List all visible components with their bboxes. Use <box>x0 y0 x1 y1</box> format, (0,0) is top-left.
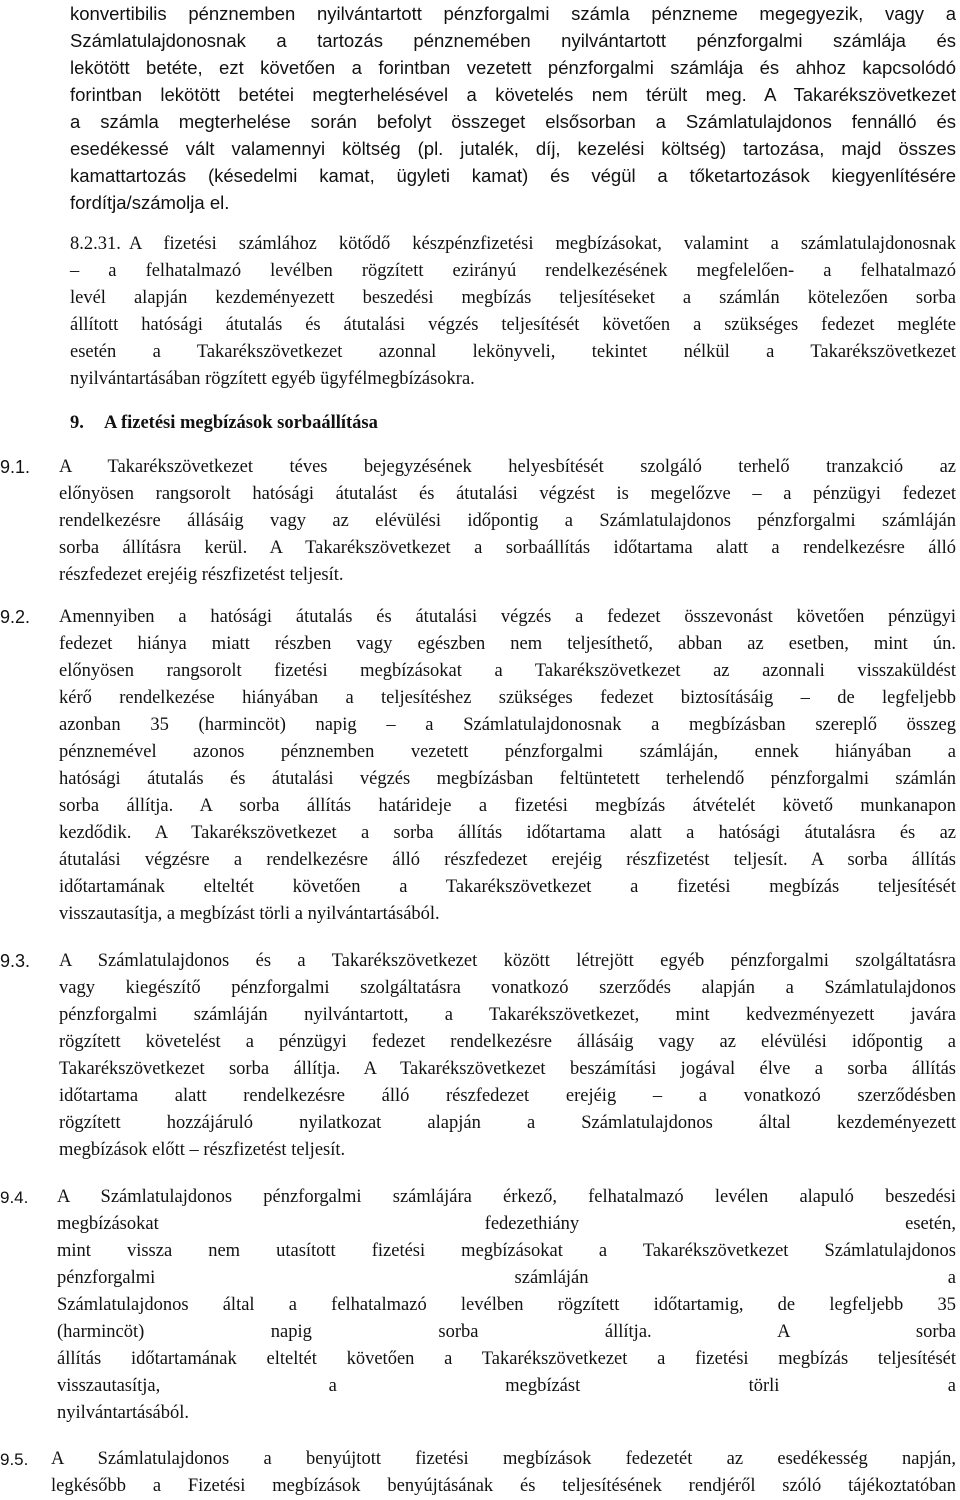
s8231-line-5: esetén a Takarékszövetkezet azonnal lekönyveli, tekintet nélkül a Takarékszövetkezet <box>70 342 956 362</box>
s8231-line-3: levél alapján kezdeményezett beszedési megbízás teljesítéseket a számlán kötelezően sorba <box>70 288 956 308</box>
s94-line-5: Számlatulajdonos által a felhatalmazó levélben rögzített időtartamig, de legfeljebb 35 <box>57 1295 956 1315</box>
s8231-line-2: – a felhatalmazó levélben rögzített ezirányú rendelkezésének megfelelően- a felhatalmazó <box>70 261 956 281</box>
s8231-line-6: nyilvántartásában rögzített egyéb ügyfélmegbízásokra. <box>70 369 475 389</box>
s8231-line-1: A fizetési számlához kötődő készpénzfizetési megbízásokat, valamint a számlatulajdonosnak <box>129 234 956 254</box>
section-number-9-5: 9.5. <box>0 1450 29 1469</box>
section-number-9-3: 9.3. <box>0 951 31 971</box>
s91-line-1: A Takarékszövetkezet téves bejegyzésének helyesbítését szolgáló terhelő tranzakció az <box>59 457 956 477</box>
section-9-1-paragraph <box>59 454 956 589</box>
s92-line-8: sorba állítja. A sorba állítás határideje a fizetési megbízás átvételét követő munkanapon <box>59 796 956 816</box>
section-9-2-paragraph <box>59 604 956 928</box>
s94-line-9: nyilvántartásából. <box>57 1403 190 1423</box>
s92-line-5: azonban 35 (harmincöt) napig – a Számlatulajdonosnak a megbízásban szereplő összeg <box>59 715 956 735</box>
s92-line-12: visszautasítja, a megbízást törli a nyilvántartásából. <box>59 904 440 924</box>
section-9-number: 9. <box>70 413 84 433</box>
s93-line-8: megbízások előtt – részfizetést teljesít. <box>59 1140 346 1160</box>
s92-line-1: Amennyiben a hatósági átutalás és átutalási végzés a fedezet összevonást követően pénzügyi <box>59 607 956 627</box>
section-9-4-paragraph <box>57 1184 956 1427</box>
s94-line-4: pénzforgalmi számláján a <box>57 1268 956 1288</box>
section-8-2-31-paragraph <box>129 231 956 258</box>
s94-line-8: visszautasítja, a megbízást törli a <box>57 1376 956 1396</box>
s94-line-6: (harmincöt) napig sorba állítja. A sorba <box>57 1322 956 1342</box>
intro-line-8: fordítja/számolja el. <box>70 192 230 213</box>
intro-line-5: a számla megterhelése során befolyt összeget elsősorban a Számlatulajdonos fennálló és <box>70 111 956 132</box>
intro-paragraph <box>70 0 956 216</box>
section-number-9-1: 9.1. <box>0 457 31 477</box>
intro-line-2: Számlatulajdonosnak a tartozás pénznemében nyilvántartott pénzforgalmi számlája és <box>70 30 956 51</box>
intro-line-6: esedékessé vált valamennyi költség (pl. jutalék, díj, kezelési költség) tartozása, majd összes <box>70 138 956 159</box>
s92-line-2: fedezet hiánya miatt részben vagy egészben nem teljesíthető, abban az esetben, mint ún. <box>59 634 956 654</box>
section-number-9-4: 9.4. <box>0 1188 29 1207</box>
s94-line-3: mint vissza nem utasított fizetési megbízásokat a Takarékszövetkezet Számlatulajdonos <box>57 1241 956 1261</box>
s91-line-2: előnyösen rangsorolt hatósági átutalást és átutalási végzést is megelőzve – a pénzügyi fedezet <box>59 484 956 504</box>
section-9-title: A fizetési megbízások sorbaállítása <box>104 413 378 433</box>
intro-line-7: kamattartozás (késedelmi kamat, ügyleti kamat) és végül a tőketartozások kiegyenlítésére <box>70 165 956 186</box>
section-9-5-paragraph <box>51 1446 956 1500</box>
s92-line-4: kérő rendelkezése hiányában a teljesítéshez szükséges fedezet biztosításáig – de legfeljebb <box>59 688 956 708</box>
s92-line-10: átutalási végzésre a rendelkezésre álló részfedezet erejéig részfizetést teljesít. A sorba állítás <box>59 850 956 870</box>
s93-line-5: Takarékszövetkezet sorba állítja. A Takarékszövetkezet beszámítási jogával élve a sorba állítás <box>59 1059 956 1079</box>
s94-line-1: A Számlatulajdonos pénzforgalmi számlájára érkező, felhatalmazó levélen alapuló beszedési <box>57 1187 956 1207</box>
s91-line-3: rendelkezésre állásáig vagy az elévülési időpontig a Számlatulajdonos pénzforgalmi számláján <box>59 511 956 531</box>
s93-line-2: vagy kiegészítő pénzforgalmi szolgáltatásra vonatkozó szerződés alapján a Számlatulajdonos <box>59 978 956 998</box>
section-number-9-2: 9.2. <box>0 607 31 627</box>
s92-line-7: hatósági átutalás és átutalási végzés megbízásban feltüntetett terhelendő pénzforgalmi számlán <box>59 769 956 789</box>
s93-line-1: A Számlatulajdonos és a Takarékszövetkezet között létrejött egyéb pénzforgalmi szolgáltatásra <box>59 951 956 971</box>
s95-line-1: A Számlatulajdonos a benyújtott fizetési megbízások fedezetét az esedékesség napján, <box>51 1449 956 1469</box>
section-number-8-2-31: 8.2.31. <box>70 234 121 254</box>
section-9-3-paragraph <box>59 948 956 1164</box>
intro-line-3: lekötött betéte, ezt követően a forintban vezetett pénzforgalmi számlája és ahhoz kapcsolódó <box>70 57 956 78</box>
intro-line-4: forintban lekötött betétei megterhelésével a követelés nem térült meg. A Takarékszövetkezet <box>70 84 956 105</box>
s92-line-9: kezdődik. A Takarékszövetkezet a sorba állítás időtartama alatt a hatósági átutalásra és az <box>59 823 956 843</box>
s8231-line-4: állított hatósági átutalás és átutalási végzés teljesítését követően a szükséges fedezet megléte <box>70 315 956 335</box>
s93-line-4: rögzített követelést a pénzügyi fedezet rendelkezésre állásáig vagy az elévülési időpontig a <box>59 1032 956 1052</box>
s91-line-4: sorba állításra kerül. A Takarékszövetkezet a sorbaállítás időtartama alatt a rendelkezésre álló <box>59 538 956 558</box>
s92-line-11: időtartamának elteltét követően a Takarékszövetkezet a fizetési megbízás teljesítését <box>59 877 956 897</box>
s92-line-3: előnyösen rangsorolt fizetési megbízásokat a Takarékszövetkezet az azonnali visszaküldést <box>59 661 956 681</box>
s93-line-6: időtartama alatt rendelkezésre álló részfedezet erejéig – a vonatkozó szerződésben <box>59 1086 956 1106</box>
s91-line-5: részfedezet erejéig részfizetést teljesít. <box>59 565 344 585</box>
section-8-2-31-continued <box>70 258 956 393</box>
s93-line-3: pénzforgalmi számláján nyilvántartott, a Takarékszövetkezet, mint kedvezményezett javára <box>59 1005 956 1025</box>
s93-line-7: rögzített hozzájáruló nyilatkozat alapján a Számlatulajdonos által kezdeményezett <box>59 1113 956 1133</box>
intro-line-1: konvertibilis pénznemben nyilvántartott pénzforgalmi számla pénzneme megegyezik, vagy a <box>70 3 956 24</box>
s92-line-6: pénznemével azonos pénznemben vezetett pénzforgalmi számláján, ennek hiányában a <box>59 742 956 762</box>
s94-line-2: megbízásokat fedezethiány esetén, <box>57 1214 956 1234</box>
s95-line-2: legkésőbb a Fizetési megbízások benyújtásának és teljesítésének rendjéről szóló tájékoztatóban <box>51 1476 956 1496</box>
s94-line-7: állítás időtartamának elteltét követően a Takarékszövetkezet a fizetési megbízás teljesítését <box>57 1349 956 1369</box>
